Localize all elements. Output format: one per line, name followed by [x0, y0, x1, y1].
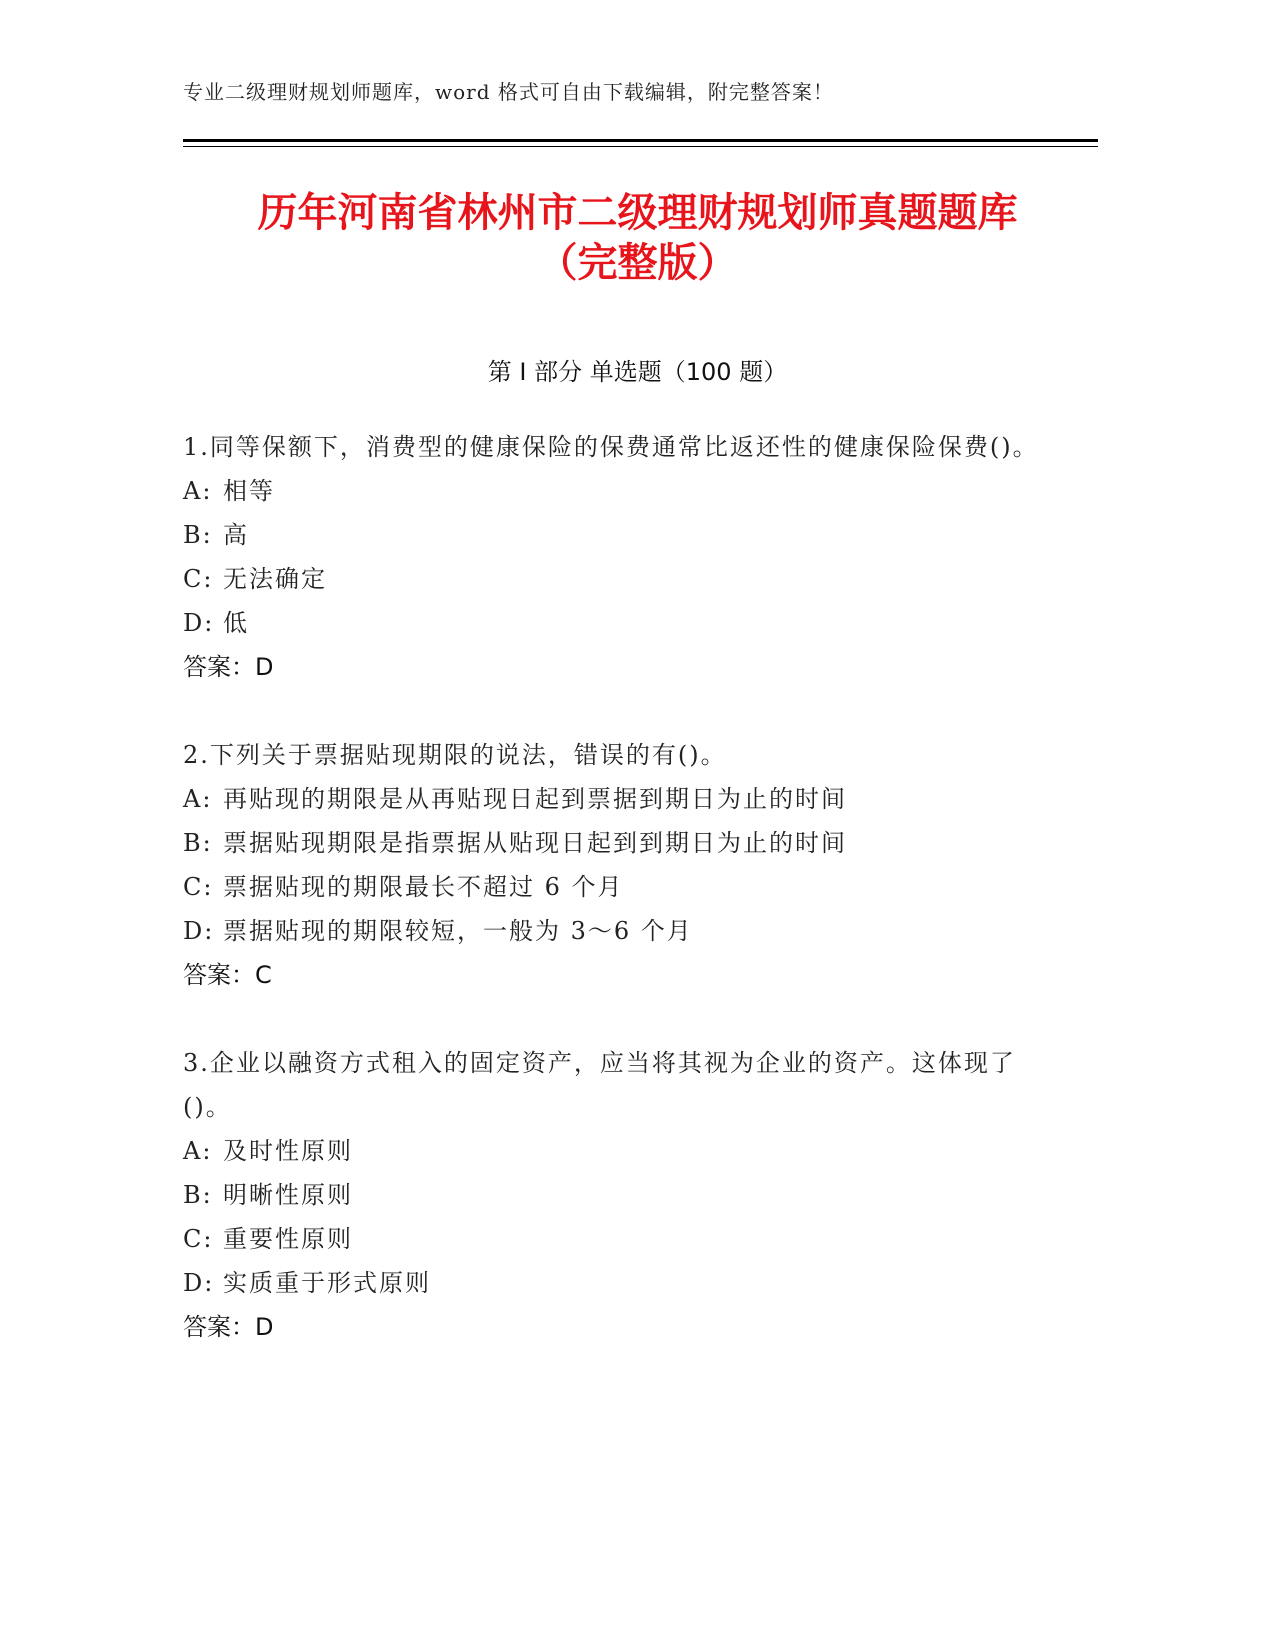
option-text: 低	[223, 609, 249, 637]
option-letter: D:	[183, 609, 215, 637]
question-stem: 3.企业以融资方式租入的固定资产，应当将其视为企业的资产。这体现了()。	[183, 1049, 1016, 1121]
option-letter: B:	[183, 1181, 213, 1209]
option-c	[183, 1217, 1063, 1261]
document-title-line1: 历年河南省林州市二级理财规划师真题题库	[257, 190, 1018, 236]
option-text: 实质重于形式原则	[223, 1269, 431, 1297]
option-letter: A:	[183, 1137, 213, 1165]
option-letter: D:	[183, 917, 215, 945]
option-letter: C:	[183, 873, 214, 901]
option-d	[183, 1261, 1063, 1305]
option-text: 及时性原则	[223, 1137, 353, 1165]
question-3	[183, 1041, 1063, 1349]
question-list	[183, 425, 1063, 1393]
question-stem: 1.同等保额下，消费型的健康保险的保费通常比返还性的健康保险保费()。	[183, 433, 1039, 461]
option-b	[183, 513, 1063, 557]
answer-value: C	[255, 961, 272, 989]
question-2	[183, 733, 1063, 997]
option-letter: A:	[183, 785, 213, 813]
option-d	[183, 909, 1063, 953]
document-title	[150, 188, 1125, 288]
option-letter: A:	[183, 477, 213, 505]
option-text: 票据贴现的期限最长不超过 6 个月	[223, 873, 624, 901]
option-text: 相等	[223, 477, 275, 505]
answer-line	[183, 1305, 1063, 1349]
option-letter: B:	[183, 521, 213, 549]
header-note: 专业二级理财规划师题库，word 格式可自由下载编辑，附完整答案！	[183, 80, 834, 104]
answer-value: D	[255, 653, 274, 681]
option-text: 重要性原则	[223, 1225, 353, 1253]
option-text: 明晰性原则	[223, 1181, 353, 1209]
option-b	[183, 1173, 1063, 1217]
option-text: 无法确定	[223, 565, 327, 593]
answer-label: 答案：	[183, 961, 255, 989]
option-text: 高	[223, 521, 249, 549]
header-rule-thin	[183, 146, 1098, 147]
option-a	[183, 777, 1063, 821]
option-c	[183, 865, 1063, 909]
option-d	[183, 601, 1063, 645]
option-text: 票据贴现的期限较短，一般为 3～6 个月	[223, 917, 693, 945]
question-stem: 2.下列关于票据贴现期限的说法，错误的有()。	[183, 741, 727, 769]
option-b	[183, 821, 1063, 865]
answer-label: 答案：	[183, 653, 255, 681]
option-letter: B:	[183, 829, 213, 857]
option-letter: C:	[183, 565, 214, 593]
answer-line	[183, 953, 1063, 997]
option-text: 再贴现的期限是从再贴现日起到票据到期日为止的时间	[223, 785, 847, 813]
option-a	[183, 469, 1063, 513]
option-letter: D:	[183, 1269, 215, 1297]
option-c	[183, 557, 1063, 601]
document-title-line2: （完整版）	[537, 240, 738, 286]
option-a	[183, 1129, 1063, 1173]
section-title: 第 I 部分 单选题（100 题）	[487, 358, 788, 386]
option-text: 票据贴现期限是指票据从贴现日起到到期日为止的时间	[223, 829, 847, 857]
answer-value: D	[255, 1313, 274, 1341]
header-rule-thick	[183, 139, 1098, 142]
question-1	[183, 425, 1063, 689]
answer-line	[183, 645, 1063, 689]
option-letter: C:	[183, 1225, 214, 1253]
answer-label: 答案：	[183, 1313, 255, 1341]
